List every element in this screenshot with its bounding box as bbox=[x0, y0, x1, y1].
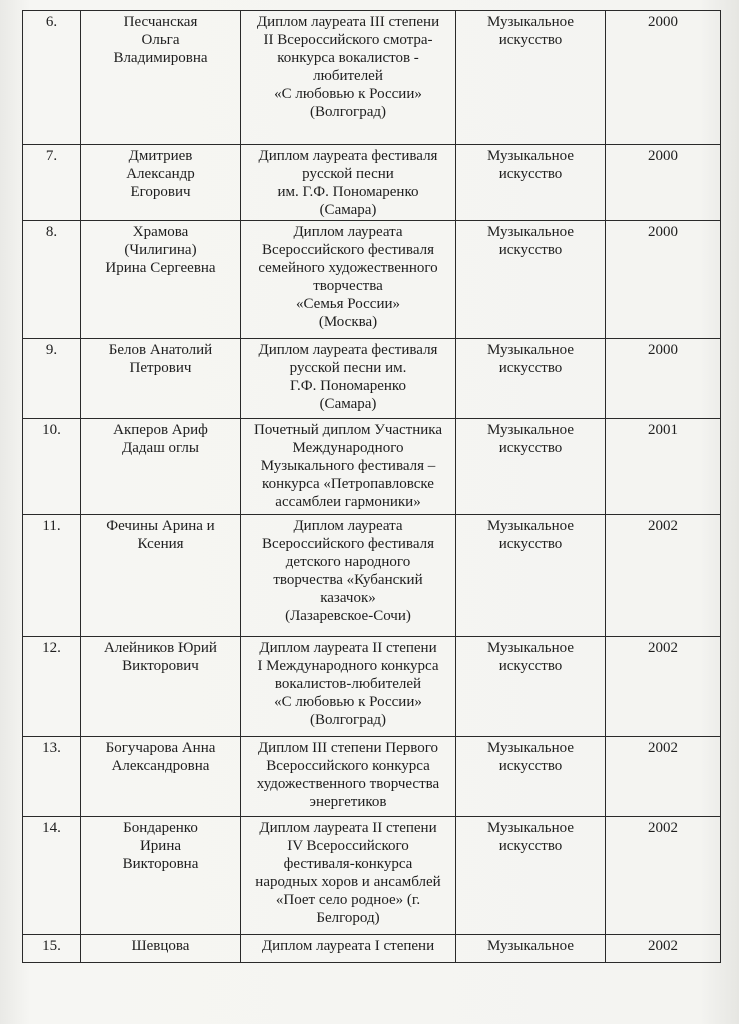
row-number: 9. bbox=[23, 339, 81, 419]
award-description: Диплом III степени Первого Всероссийского конкурса художественного творчества энергетиков bbox=[241, 737, 456, 817]
person-name: Песчанская Ольга Владимировна bbox=[81, 11, 241, 145]
row-number: 7. bbox=[23, 145, 81, 221]
field-of-art: Музыкальное искусство bbox=[456, 145, 606, 221]
field-of-art: Музыкальное искусство bbox=[456, 737, 606, 817]
table-row bbox=[23, 817, 721, 935]
person-name: Храмова (Чилигина) Ирина Сергеевна bbox=[81, 221, 241, 339]
award-year: 2000 bbox=[606, 145, 721, 221]
field-of-art: Музыкальное искусство bbox=[456, 515, 606, 637]
award-description: Диплом лауреата II степени I Международного конкурса вокалистов-любителей «С любовью к России» (Волгоград) bbox=[241, 637, 456, 737]
award-year: 2002 bbox=[606, 637, 721, 737]
table-row bbox=[23, 221, 721, 339]
row-number: 8. bbox=[23, 221, 81, 339]
row-number: 15. bbox=[23, 935, 81, 963]
award-description: Диплом лауреата II степени IV Всероссийского фестиваля-конкурса народных хоров и ансамблей «Поет село родное» (г. Белгород) bbox=[241, 817, 456, 935]
award-description: Диплом лауреата фестиваля русской песни им. Г.Ф. Пономаренко (Самара) bbox=[241, 145, 456, 221]
award-year: 2001 bbox=[606, 419, 721, 515]
award-year: 2002 bbox=[606, 935, 721, 963]
award-description: Диплом лауреата I степени bbox=[241, 935, 456, 963]
person-name: Бондаренко Ирина Викторовна bbox=[81, 817, 241, 935]
award-year: 2002 bbox=[606, 817, 721, 935]
awards-table bbox=[22, 10, 721, 963]
award-year: 2000 bbox=[606, 221, 721, 339]
table-row bbox=[23, 637, 721, 737]
award-description: Диплом лауреата фестиваля русской песни им. Г.Ф. Пономаренко (Самара) bbox=[241, 339, 456, 419]
row-number: 10. bbox=[23, 419, 81, 515]
field-of-art: Музыкальное bbox=[456, 935, 606, 963]
person-name: Белов Анатолий Петрович bbox=[81, 339, 241, 419]
award-description: Диплом лауреата III степени II Всероссийского смотра- конкурса вокалистов - любителей «С любовью к России» (Волгоград) bbox=[241, 11, 456, 145]
table-row bbox=[23, 11, 721, 145]
field-of-art: Музыкальное искусство bbox=[456, 339, 606, 419]
award-description: Почетный диплом Участника Международного Музыкального фестиваля – конкурса «Петропавловске ассамблеи гармоники» bbox=[241, 419, 456, 515]
person-name: Алейников Юрий Викторович bbox=[81, 637, 241, 737]
table-row bbox=[23, 419, 721, 515]
award-year: 2000 bbox=[606, 11, 721, 145]
award-year: 2000 bbox=[606, 339, 721, 419]
field-of-art: Музыкальное искусство bbox=[456, 11, 606, 145]
person-name: Дмитриев Александр Егорович bbox=[81, 145, 241, 221]
person-name: Богучарова Анна Александровна bbox=[81, 737, 241, 817]
award-year: 2002 bbox=[606, 515, 721, 637]
award-description: Диплом лауреата Всероссийского фестиваля детского народного творчества «Кубанский казачок» (Лазаревское-Сочи) bbox=[241, 515, 456, 637]
table-row bbox=[23, 935, 721, 963]
person-name: Фечины Арина и Ксения bbox=[81, 515, 241, 637]
row-number: 6. bbox=[23, 11, 81, 145]
table-row bbox=[23, 515, 721, 637]
table-row bbox=[23, 145, 721, 221]
award-description: Диплом лауреата Всероссийского фестиваля семейного художественного творчества «Семья России» (Москва) bbox=[241, 221, 456, 339]
field-of-art: Музыкальное искусство bbox=[456, 221, 606, 339]
row-number: 12. bbox=[23, 637, 81, 737]
table-row bbox=[23, 339, 721, 419]
row-number: 11. bbox=[23, 515, 81, 637]
field-of-art: Музыкальное искусство bbox=[456, 817, 606, 935]
field-of-art: Музыкальное искусство bbox=[456, 419, 606, 515]
table-row bbox=[23, 737, 721, 817]
row-number: 13. bbox=[23, 737, 81, 817]
person-name: Шевцова bbox=[81, 935, 241, 963]
row-number: 14. bbox=[23, 817, 81, 935]
field-of-art: Музыкальное искусство bbox=[456, 637, 606, 737]
person-name: Акперов Ариф Дадаш оглы bbox=[81, 419, 241, 515]
award-year: 2002 bbox=[606, 737, 721, 817]
